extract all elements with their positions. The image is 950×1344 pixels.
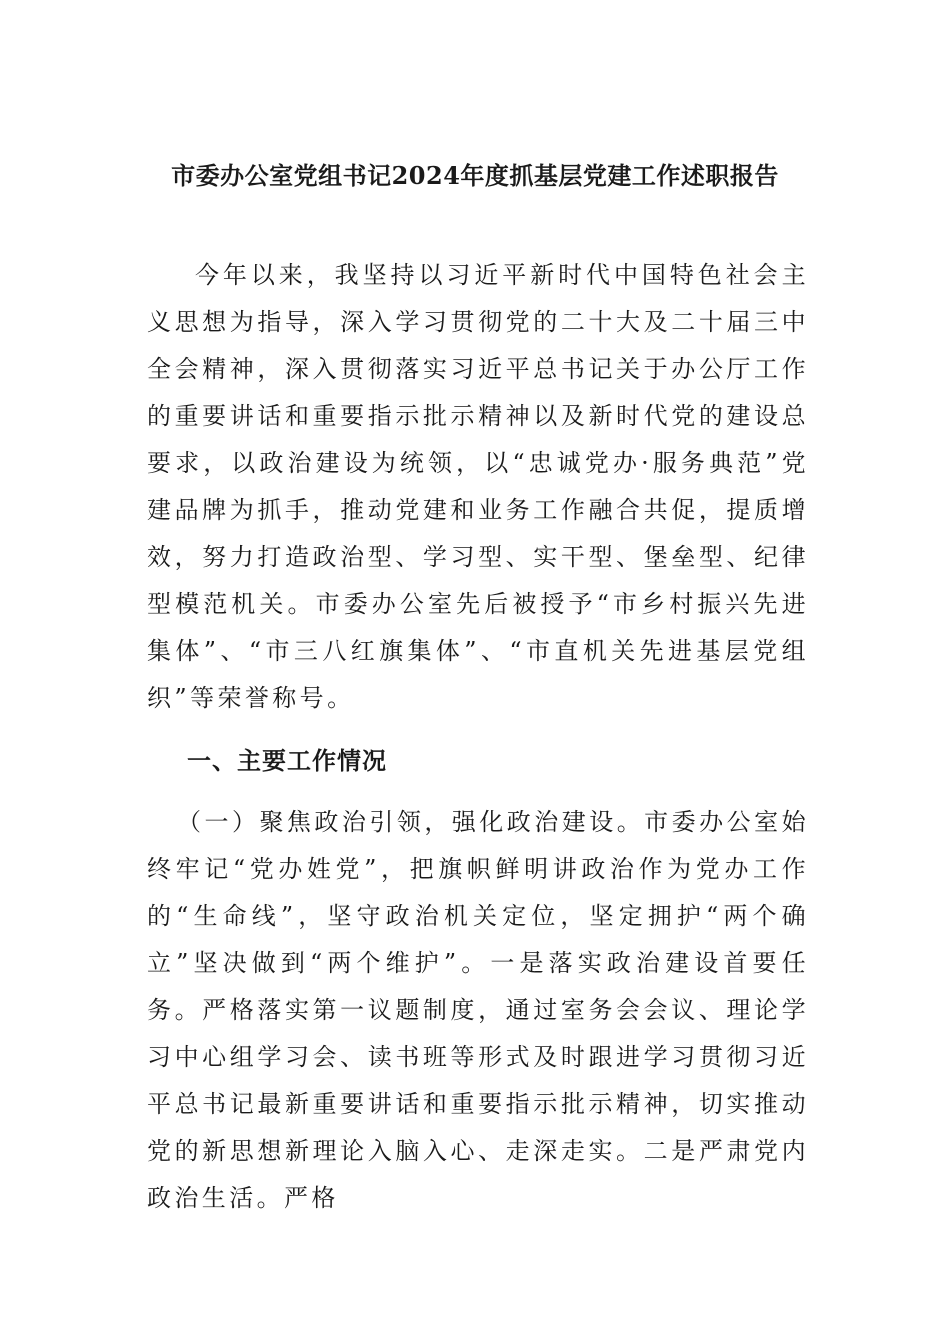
intro-paragraph: 今年以来，我坚持以习近平新时代中国特色社会主义思想为指导，深入学习贯彻党的二十大及二十届三中全会精神，深入贯彻落实习近平总书记关于办公厅工作的重要讲话和重要指示批示精神以及新时代党的建设总要求，以政治建设为统领，以“忠诚党办·服务典范”党建品牌为抓手，推动党建和业务工作融合共促，提质增效，努力打造政治型、学习型、实干型、堡垒型、纪律型模范机关。市委办公室先后被授予“市乡村振兴先进集体”、“市三八红旗集体”、“市直机关先进基层党组织”等荣誉称号。 [147,261,809,712]
section-paragraph: （一）聚焦政治引领，强化政治建设。市委办公室始终牢记“党办姓党”，把旗帜鲜明讲政治作为党办工作的“生命线”，坚守政治机关定位，坚定拥护“两个确立”坚决做到“两个维护”。一是落实政治建设首要任务。严格落实第一议题制度，通过室务会会议、理论学习中心组学习会、读书班等形式及时跟进学习贯彻习近平总书记最新重要讲话和重要指示批示精神，切实推动党的新思想新理论入脑入心、走深走实。二是严肃党内政治生活。严格 [147,808,809,1212]
section-heading: 一、主要工作情况 [187,746,387,775]
document-title: 市委办公室党组书记2024年度抓基层党建工作述职报告 [171,161,779,190]
